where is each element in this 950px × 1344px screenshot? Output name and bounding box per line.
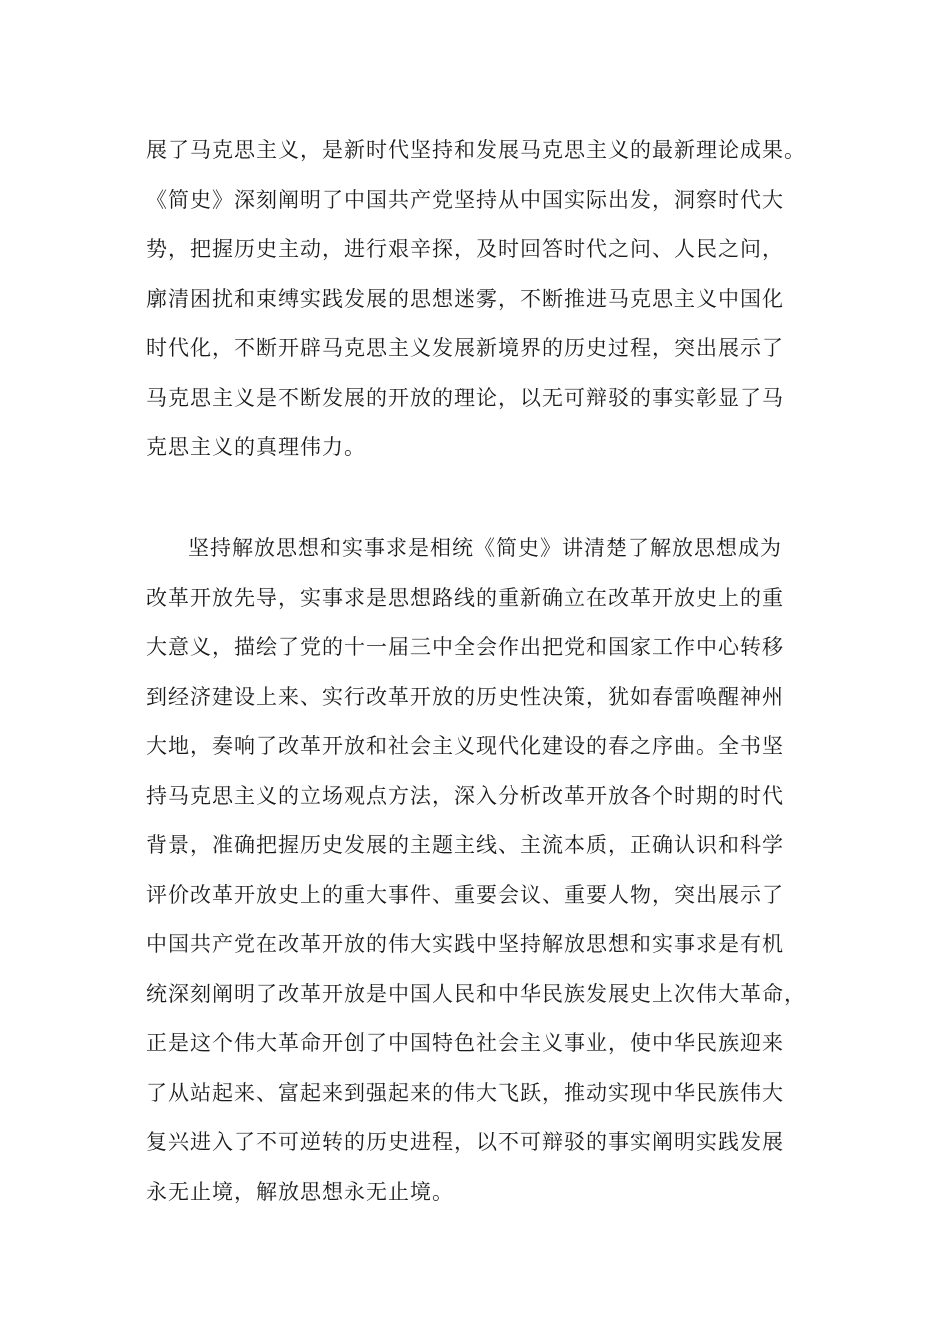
paragraph-line: 大意义，描绘了党的十一届三中全会作出把党和国家工作中心转移 <box>146 635 784 659</box>
paragraph-line: 复兴进入了不可逆转的历史进程，以不可辩驳的事实阐明实践发展 <box>146 1130 784 1154</box>
paragraph-line: 展了马克思主义，是新时代坚持和发展马克思主义的最新理论成果。 <box>146 138 806 162</box>
paragraph-line: 克思主义的真理伟力。 <box>146 435 366 459</box>
paragraph-line: 时代化，不断开辟马克思主义发展新境界的历史过程，突出展示了 <box>146 336 784 360</box>
paragraph-line: 中国共产党在改革开放的伟大实践中坚持解放思想和实事求是有机 <box>146 932 784 956</box>
paragraph-line: 马克思主义是不断发展的开放的理论，以无可辩驳的事实彰显了马 <box>146 385 784 410</box>
paragraph-line: 坚持解放思想和实事求是相统《简史》讲清楚了解放思想成为 <box>188 536 782 560</box>
paragraph-line: 廓清困扰和束缚实践发展的思想迷雾，不断推进马克思主义中国化 <box>146 286 784 311</box>
paragraph-line: 评价改革开放史上的重大事件、重要会议、重要人物，突出展示了 <box>146 882 784 907</box>
paragraph-line: 《简史》深刻阐明了中国共产党坚持从中国实际出发，洞察时代大 <box>146 187 784 212</box>
paragraph-line: 统深刻阐明了改革开放是中国人民和中华民族发展史上次伟大革命， <box>146 981 806 1006</box>
paragraph-2 <box>146 524 816 1217</box>
paragraph-line: 到经济建设上来、实行改革开放的历史性决策，犹如春雷唤醒神州 <box>146 684 784 709</box>
paragraph-line: 势，把握历史主动，进行艰辛探，及时回答时代之问、人民之问， <box>146 237 784 261</box>
paragraph-line: 大地，奏响了改革开放和社会主义现代化建设的春之序曲。全书坚 <box>146 734 784 758</box>
paragraph-line: 正是这个伟大革命开创了中国特色社会主义事业，使中华民族迎来 <box>146 1031 784 1055</box>
paragraph-line: 了从站起来、富起来到强起来的伟大飞跃，推动实现中华民族伟大 <box>146 1080 784 1105</box>
paragraph-line: 永无止境，解放思想永无止境。 <box>146 1179 454 1204</box>
paragraph-line: 改革开放先导，实事求是思想路线的重新确立在改革开放史上的重 <box>146 585 784 610</box>
paragraph-line: 持马克思主义的立场观点方法，深入分析改革开放各个时期的时代 <box>146 783 784 808</box>
paragraph-line: 背景，准确把握历史发展的主题主线、主流本质，正确认识和科学 <box>146 833 784 857</box>
paragraph-1 <box>146 126 816 473</box>
